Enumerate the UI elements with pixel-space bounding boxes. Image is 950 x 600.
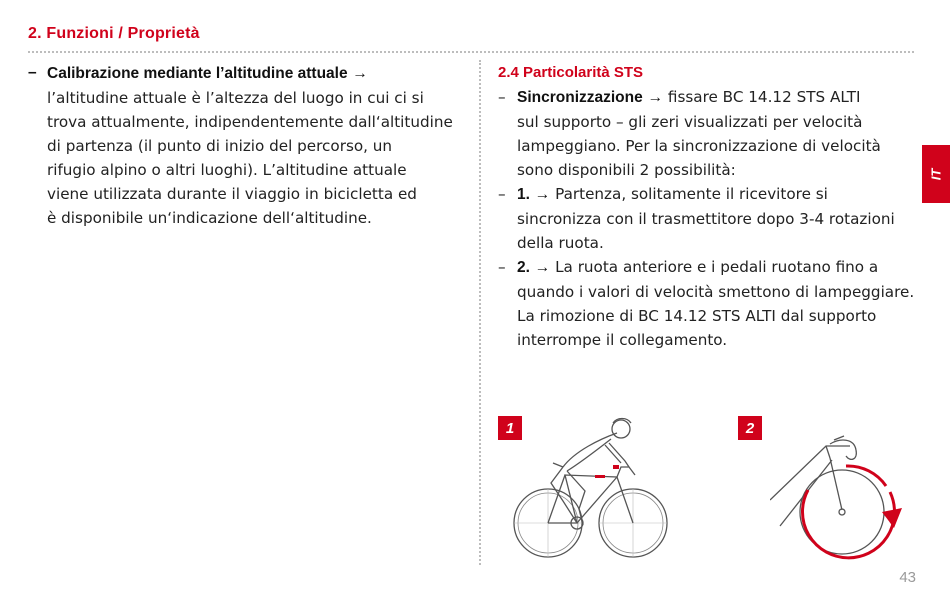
language-tab-label: IT <box>928 168 944 180</box>
text-line: lampeggiano. Per la sincronizzazione di velocità <box>517 137 881 155</box>
altitude-calibration-item <box>28 61 458 230</box>
text-line: La rimozione di BC 14.12 STS ALTI dal supporto <box>517 307 877 325</box>
option-2-item <box>498 255 918 352</box>
list-dash: – <box>28 64 37 81</box>
sync-heading: Sincronizzazione <box>517 89 643 106</box>
sync-item <box>498 85 918 182</box>
text-line: viene utilizzata durante il viaggio in bicicletta ed <box>47 185 417 203</box>
list-dash: – <box>498 88 506 106</box>
option-2-number: 2. <box>517 259 530 276</box>
option-1-number: 1. <box>517 186 530 203</box>
arrow-right-icon: → <box>534 259 551 276</box>
sts-section-title: 2.4 Particolarità STS <box>498 64 644 81</box>
page-number: 43 <box>899 569 916 586</box>
text-line: trova attualmente, indipendentemente dall‘altitudine <box>47 113 453 131</box>
option-1-item <box>498 182 918 255</box>
figure-2-badge: 2 <box>738 416 762 440</box>
text-line: interrompe il collegamento. <box>517 331 728 349</box>
right-column <box>498 61 918 352</box>
text-line: l’altitudine attuale è l’altezza del luogo in cui ci si <box>47 89 424 107</box>
text-line: fissare BC 14.12 STS ALTI <box>663 88 861 106</box>
text-line: sono disponibili 2 possibilità: <box>517 161 736 179</box>
column-divider <box>479 60 481 565</box>
section-title: 2. Funzioni / Proprietà <box>28 25 200 42</box>
left-column <box>28 61 458 230</box>
text-line: è disponibile un‘indicazione dell‘altitudine. <box>47 209 372 227</box>
arrow-right-icon: → <box>647 89 664 106</box>
text-line: Partenza, solitamente il ricevitore si <box>550 185 828 203</box>
arrow-right-icon: → <box>534 186 551 203</box>
list-dash: – <box>498 258 506 276</box>
text-line: quando i valori di velocità smettono di lampeggiare. <box>517 283 915 301</box>
text-line: La ruota anteriore e i pedali ruotano fino a <box>550 258 879 276</box>
text-line: di partenza (il punto di inizio del percorso, un <box>47 137 393 155</box>
text-line: della ruota. <box>517 234 604 252</box>
altitude-calibration-heading: Calibrazione mediante l’altitudine attuale <box>47 65 348 82</box>
cyclist-illustration <box>505 405 675 565</box>
list-dash: – <box>498 185 506 203</box>
text-line: sincronizza con il trasmettitore dopo 3-4 rotazioni <box>517 210 895 228</box>
front-wheel-rotation-illustration <box>770 430 920 565</box>
figure-1-badge: 1 <box>498 416 522 440</box>
text-line: sul supporto – gli zeri visualizzati per velocità <box>517 113 863 131</box>
text-line: rifugio alpino o altri luoghi). L’altitudine attuale <box>47 161 407 179</box>
language-tab <box>922 145 950 203</box>
arrow-right-icon: → <box>352 65 368 82</box>
header-divider <box>28 51 914 53</box>
